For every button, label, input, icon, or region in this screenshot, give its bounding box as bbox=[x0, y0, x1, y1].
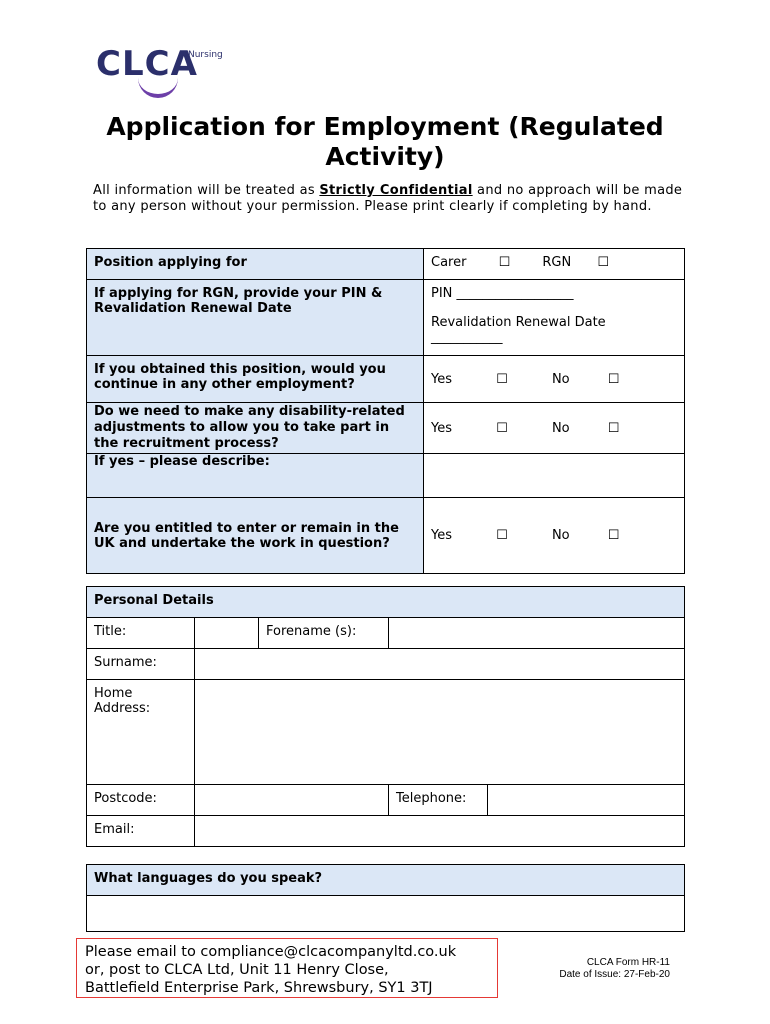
describe-input[interactable] bbox=[424, 454, 685, 498]
logo-text: CLCA bbox=[96, 44, 198, 84]
no-label: No bbox=[551, 420, 570, 436]
position-options bbox=[424, 249, 685, 280]
yes-checkbox[interactable]: ☐ bbox=[496, 420, 508, 436]
languages-header: What languages do you speak? bbox=[87, 865, 685, 896]
page-title: Application for Employment (Regulated Activity) bbox=[106, 112, 664, 171]
pin-cell bbox=[424, 280, 685, 356]
logo-smile-icon bbox=[138, 78, 178, 98]
forename-input[interactable] bbox=[389, 618, 685, 649]
rgn-label: RGN bbox=[542, 255, 572, 270]
submission-instructions bbox=[76, 938, 498, 998]
footer-line-2: or, post to CLCA Ltd, Unit 11 Henry Close, bbox=[85, 962, 389, 978]
yes-label: Yes bbox=[431, 420, 452, 436]
postcode-label: Postcode: bbox=[87, 785, 195, 816]
carer-checkbox[interactable]: ☐ bbox=[498, 255, 511, 270]
carer-label: Carer bbox=[431, 255, 467, 270]
issue-date: Date of Issue: 27-Feb-20 bbox=[559, 969, 670, 980]
yes-checkbox[interactable]: ☐ bbox=[496, 528, 508, 543]
forename-label: Forename (s): bbox=[259, 618, 389, 649]
form-number: CLCA Form HR-11 bbox=[586, 957, 670, 968]
footer-line-1: Please email to compliance@clcacompanyltd.co.uk bbox=[85, 944, 457, 960]
intro-after: and no approach will be made to any person without your permission. Please print clearly if completing by hand. bbox=[93, 183, 683, 214]
position-label: Position applying for bbox=[87, 249, 424, 280]
no-checkbox[interactable]: ☐ bbox=[607, 371, 620, 387]
pin-field[interactable]: PIN __________________ bbox=[431, 286, 574, 301]
rgn-pin-label: If applying for RGN, provide your PIN & Revalidation Renewal Date bbox=[87, 280, 424, 356]
email-input[interactable] bbox=[195, 816, 685, 847]
intro-before: All information will be treated as bbox=[93, 183, 320, 198]
telephone-input[interactable] bbox=[488, 785, 685, 816]
yes-label: Yes bbox=[431, 371, 452, 387]
revalidation-field[interactable]: Revalidation Renewal Date ___________ bbox=[431, 315, 606, 345]
email-label: Email: bbox=[87, 816, 195, 847]
personal-details-header: Personal Details bbox=[87, 587, 685, 618]
no-label: No bbox=[551, 371, 570, 387]
title-input[interactable] bbox=[195, 618, 259, 649]
logo-subtext: Nursing bbox=[188, 50, 223, 60]
position-table bbox=[86, 248, 685, 574]
postcode-input[interactable] bbox=[195, 785, 389, 816]
surname-input[interactable] bbox=[195, 649, 685, 680]
languages-input[interactable] bbox=[87, 896, 685, 932]
company-logo bbox=[96, 40, 236, 100]
yes-label: Yes bbox=[431, 528, 452, 543]
languages-table bbox=[86, 864, 685, 932]
rgn-checkbox[interactable]: ☐ bbox=[597, 255, 610, 270]
other-employment-options bbox=[424, 356, 685, 403]
personal-details-table bbox=[86, 586, 685, 847]
footer-line-3: Battlefield Enterprise Park, Shrewsbury, SY1 3TJ bbox=[85, 980, 433, 996]
entitled-label: Are you entitled to enter or remain in the UK and undertake the work in question? bbox=[87, 498, 424, 574]
intro-text bbox=[93, 183, 683, 215]
address-input[interactable] bbox=[195, 680, 685, 785]
intro-emphasis: Strictly Confidential bbox=[319, 183, 473, 198]
disability-options bbox=[424, 403, 685, 454]
surname-label: Surname: bbox=[87, 649, 195, 680]
disability-label: Do we need to make any disability-related adjustments to allow you to take part in the recruitment process? bbox=[87, 403, 424, 454]
address-label: Home Address: bbox=[87, 680, 195, 785]
telephone-label: Telephone: bbox=[389, 785, 488, 816]
other-employment-label: If you obtained this position, would you continue in any other employment? bbox=[87, 356, 424, 403]
title-label: Title: bbox=[87, 618, 195, 649]
no-checkbox[interactable]: ☐ bbox=[607, 420, 620, 436]
form-reference bbox=[540, 957, 670, 981]
entitled-options bbox=[424, 498, 685, 574]
yes-checkbox[interactable]: ☐ bbox=[496, 371, 508, 387]
no-checkbox[interactable]: ☐ bbox=[607, 528, 620, 543]
describe-label: If yes – please describe: bbox=[87, 454, 424, 498]
no-label: No bbox=[551, 528, 570, 543]
